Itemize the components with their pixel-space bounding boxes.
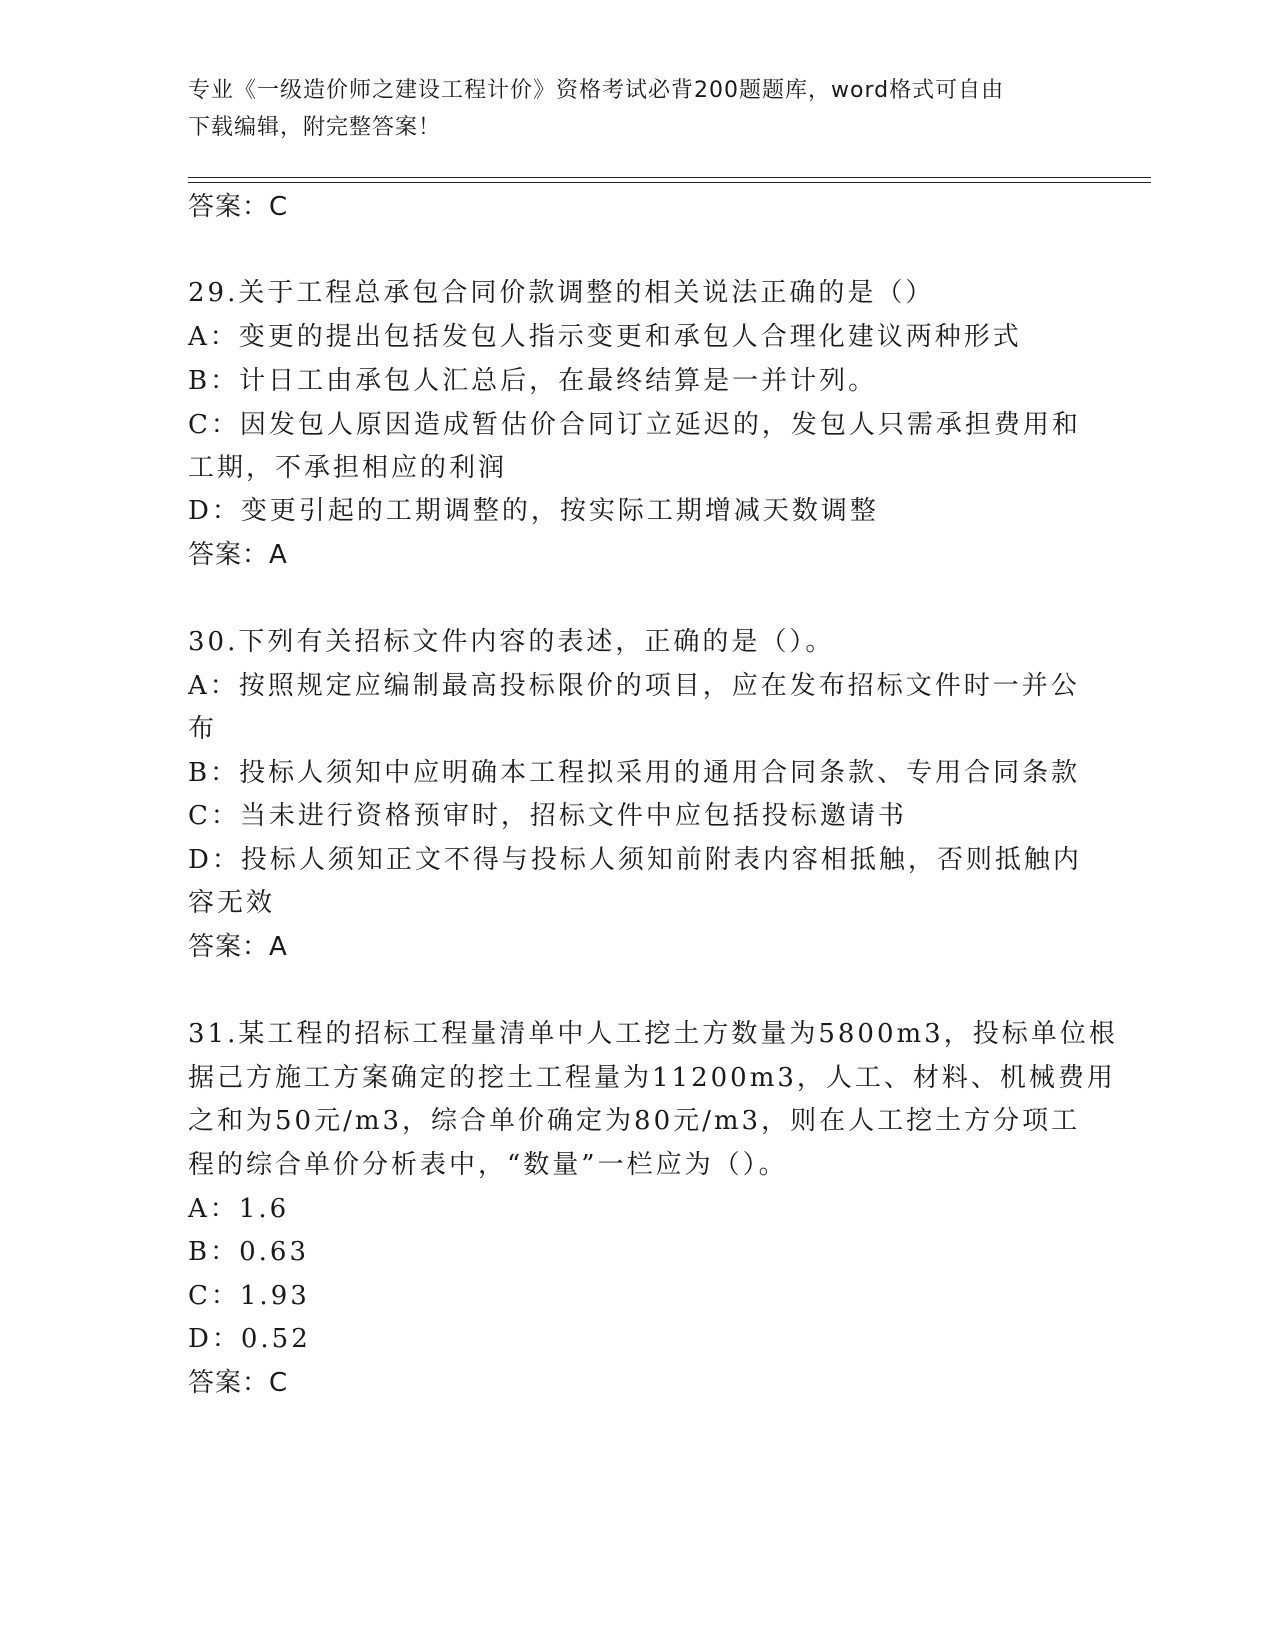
header-line-1: 专业《一级造价师之建设工程计价》资格考试必背200题题库，word格式可自由 bbox=[188, 78, 1005, 103]
q29-option-d: D：变更引起的工期调整的，按实际工期增减天数调整 bbox=[188, 496, 879, 526]
q29-option-a: A：变更的提出包括发包人指示变更和承包人合理化建议两种形式 bbox=[188, 322, 1022, 352]
q31-stem-line-3: 之和为50元/m3，综合单价确定为80元/m3，则在人工挖土方分项工 bbox=[188, 1106, 1081, 1136]
q29-option-c-line-1: C：因发包人原因造成暂估价合同订立延迟的，发包人只需承担费用和 bbox=[188, 410, 1081, 440]
q31-option-d: D：0.52 bbox=[188, 1324, 311, 1354]
header-divider-top bbox=[188, 177, 1151, 178]
q30-option-a-line-2: 布 bbox=[188, 714, 218, 744]
q30-option-d-line-2: 容无效 bbox=[188, 888, 276, 918]
q29-option-b: B：计日工由承包人汇总后，在最终结算是一并计列。 bbox=[188, 366, 878, 396]
previous-answer: 答案：C bbox=[188, 192, 289, 222]
q30-option-b: B：投标人须知中应明确本工程拟采用的通用合同条款、专用合同条款 bbox=[188, 758, 1081, 788]
header-divider-bottom bbox=[188, 182, 1151, 183]
q29-stem-line-1: 29.关于工程总承包合同价款调整的相关说法正确的是（） bbox=[188, 278, 935, 308]
q31-stem-line-1: 31.某工程的招标工程量清单中人工挖土方数量为5800m3，投标单位根 bbox=[188, 1019, 1118, 1049]
q31-answer: 答案：C bbox=[188, 1368, 289, 1398]
q31-option-a: A：1.6 bbox=[188, 1194, 290, 1224]
q30-option-d-line-1: D：投标人须知正文不得与投标人须知前附表内容相抵触，否则抵触内 bbox=[188, 845, 1082, 875]
q30-option-c: C：当未进行资格预审时，招标文件中应包括投标邀请书 bbox=[188, 801, 907, 831]
q31-option-b: B：0.63 bbox=[188, 1237, 309, 1267]
page-header bbox=[188, 72, 1088, 146]
q30-answer: 答案：A bbox=[188, 932, 288, 962]
q31-option-c: C：1.93 bbox=[188, 1281, 310, 1311]
q30-stem-line-1: 30.下列有关招标文件内容的表述，正确的是（）。 bbox=[188, 627, 835, 657]
q31-stem-line-4: 程的综合单价分析表中，“数量”一栏应为（）。 bbox=[188, 1150, 788, 1180]
q29-option-c-line-2: 工期，不承担相应的利润 bbox=[188, 453, 508, 483]
header-line-2: 下载编辑，附完整答案！ bbox=[188, 115, 442, 140]
q30-option-a-line-1: A：按照规定应编制最高投标限价的项目，应在发布招标文件时一并公 bbox=[188, 671, 1080, 701]
q31-stem-line-2: 据己方施工方案确定的挖土工程量为11200m3，人工、材料、机械费用 bbox=[188, 1063, 1116, 1093]
q29-answer: 答案：A bbox=[188, 540, 288, 570]
